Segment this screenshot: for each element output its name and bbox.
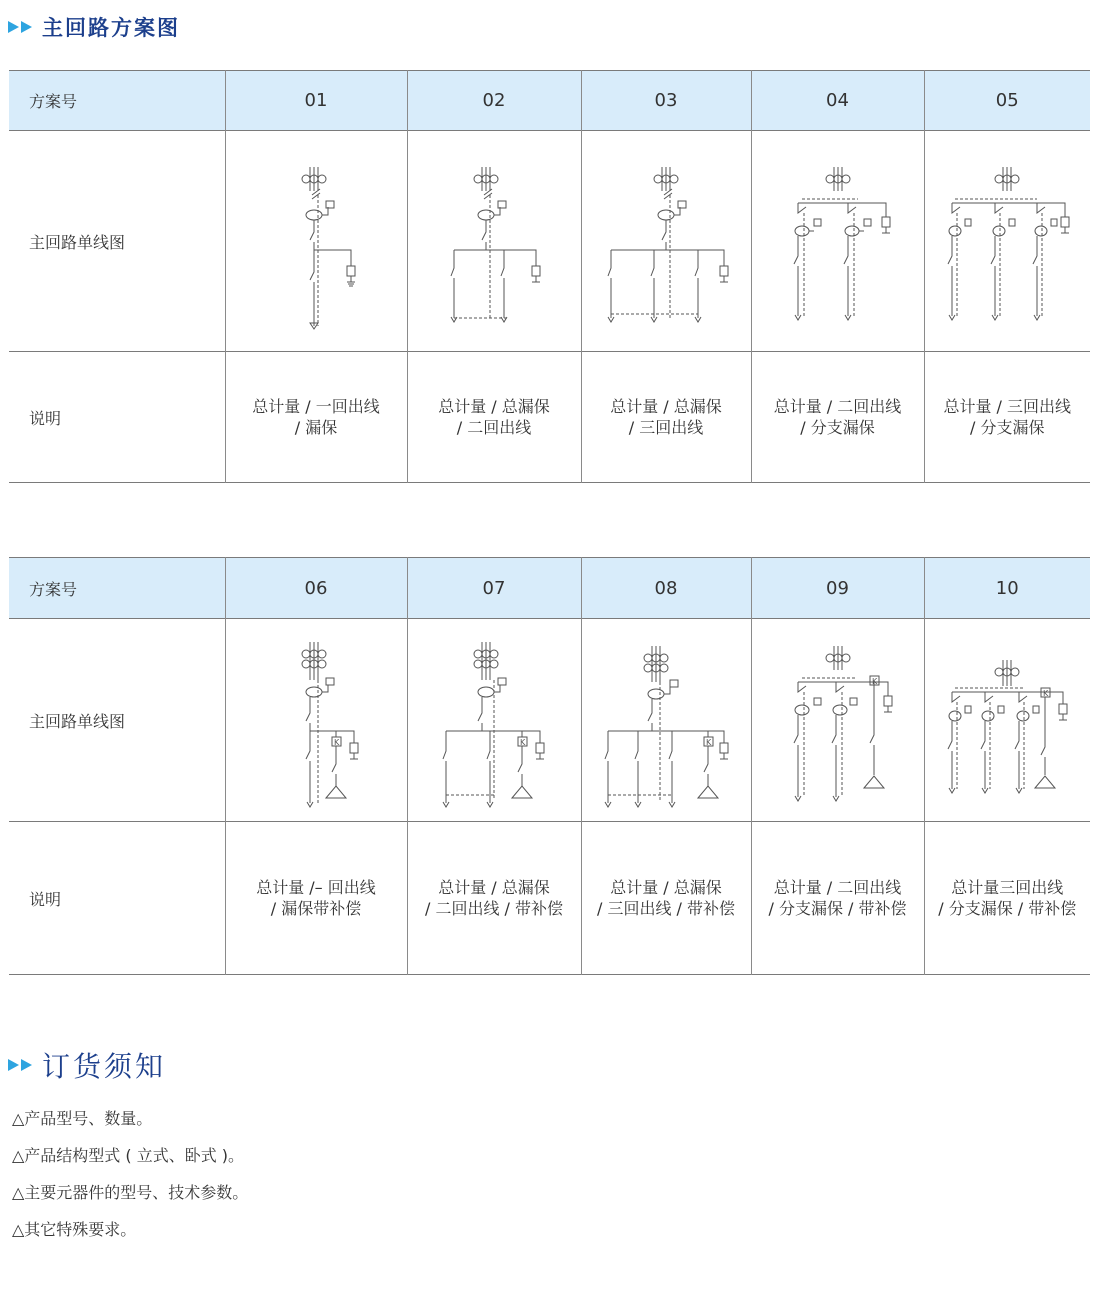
section-title-main-circuit <box>8 12 180 42</box>
desc-row-label: 说明 <box>29 889 62 909</box>
scheme-no-label: 方案号 <box>29 579 78 599</box>
desc-03: 总计量 / 总漏保 / 三回出线 <box>581 352 751 483</box>
list-item: △产品结构型式 ( 立式、卧式 )。 <box>12 1146 245 1165</box>
diagram-row <box>9 619 1090 822</box>
scheme-table-1 <box>9 70 1090 483</box>
scheme-no-07: 07 <box>407 558 581 619</box>
diagram-row-label: 主回路单线图 <box>29 711 126 731</box>
scheme-no-04: 04 <box>751 71 924 131</box>
scheme-no-08: 08 <box>581 558 751 619</box>
table-header-row <box>9 558 1090 619</box>
diagram-row <box>9 131 1090 352</box>
desc-10: 总计量三回出线 / 分支漏保 / 带补偿 <box>924 822 1090 975</box>
circuit-diagram-07 <box>407 619 581 822</box>
table-header-row <box>9 71 1090 131</box>
desc-08: 总计量 / 总漏保 / 三回出线 / 带补偿 <box>581 822 751 975</box>
scheme-no-10: 10 <box>924 558 1090 619</box>
circuit-diagram-01 <box>225 131 407 352</box>
scheme-table-2 <box>9 557 1090 975</box>
circuit-diagram-06 <box>225 619 407 822</box>
desc-01: 总计量 / 一回出线 / 漏保 <box>225 352 407 483</box>
desc-09: 总计量 / 二回出线 / 分支漏保 / 带补偿 <box>751 822 924 975</box>
description-row <box>9 822 1090 975</box>
desc-06: 总计量 /– 回出线 / 漏保带补偿 <box>225 822 407 975</box>
scheme-no-06: 06 <box>225 558 407 619</box>
scheme-no-label: 方案号 <box>29 92 78 111</box>
double-arrow-icon <box>8 21 34 33</box>
svg-text:K: K <box>1043 689 1049 698</box>
circuit-diagram-08 <box>581 619 751 822</box>
desc-07: 总计量 / 总漏保 / 二回出线 / 带补偿 <box>407 822 581 975</box>
desc-row-label: 说明 <box>29 408 62 428</box>
ordering-notes-list <box>12 1108 248 1256</box>
circuit-diagram-02 <box>407 131 581 352</box>
description-row <box>9 352 1090 483</box>
list-item: △其它特殊要求。 <box>12 1220 137 1239</box>
circuit-diagram-04 <box>751 131 924 352</box>
svg-text:K: K <box>334 738 340 747</box>
meter-icon <box>306 210 322 220</box>
circuit-diagram-03 <box>581 131 751 352</box>
svg-text:K: K <box>520 738 526 747</box>
desc-04: 总计量 / 二回出线 / 分支漏保 <box>751 352 924 483</box>
desc-05: 总计量 / 三回出线 / 分支漏保 <box>924 352 1090 483</box>
scheme-no-05: 05 <box>924 71 1090 131</box>
scheme-no-02: 02 <box>407 71 581 131</box>
circuit-diagram-10 <box>924 619 1090 822</box>
diagram-row-label: 主回路单线图 <box>29 232 126 252</box>
svg-text:K: K <box>706 738 712 747</box>
section-title-text: 主回路方案图 <box>42 16 180 40</box>
section-title-ordering <box>8 1045 166 1085</box>
svg-text:K: K <box>871 677 877 686</box>
scheme-no-01: 01 <box>225 71 407 131</box>
desc-02: 总计量 / 总漏保 / 二回出线 <box>407 352 581 483</box>
list-item: △产品型号、数量。 <box>12 1109 153 1128</box>
scheme-no-09: 09 <box>751 558 924 619</box>
circuit-diagram-05 <box>924 131 1090 352</box>
double-arrow-icon <box>8 1059 34 1071</box>
circuit-diagram-09 <box>751 619 924 822</box>
list-item: △主要元器件的型号、技术参数。 <box>12 1183 249 1202</box>
section-title-text: 订货须知 <box>42 1050 167 1083</box>
scheme-no-03: 03 <box>581 71 751 131</box>
